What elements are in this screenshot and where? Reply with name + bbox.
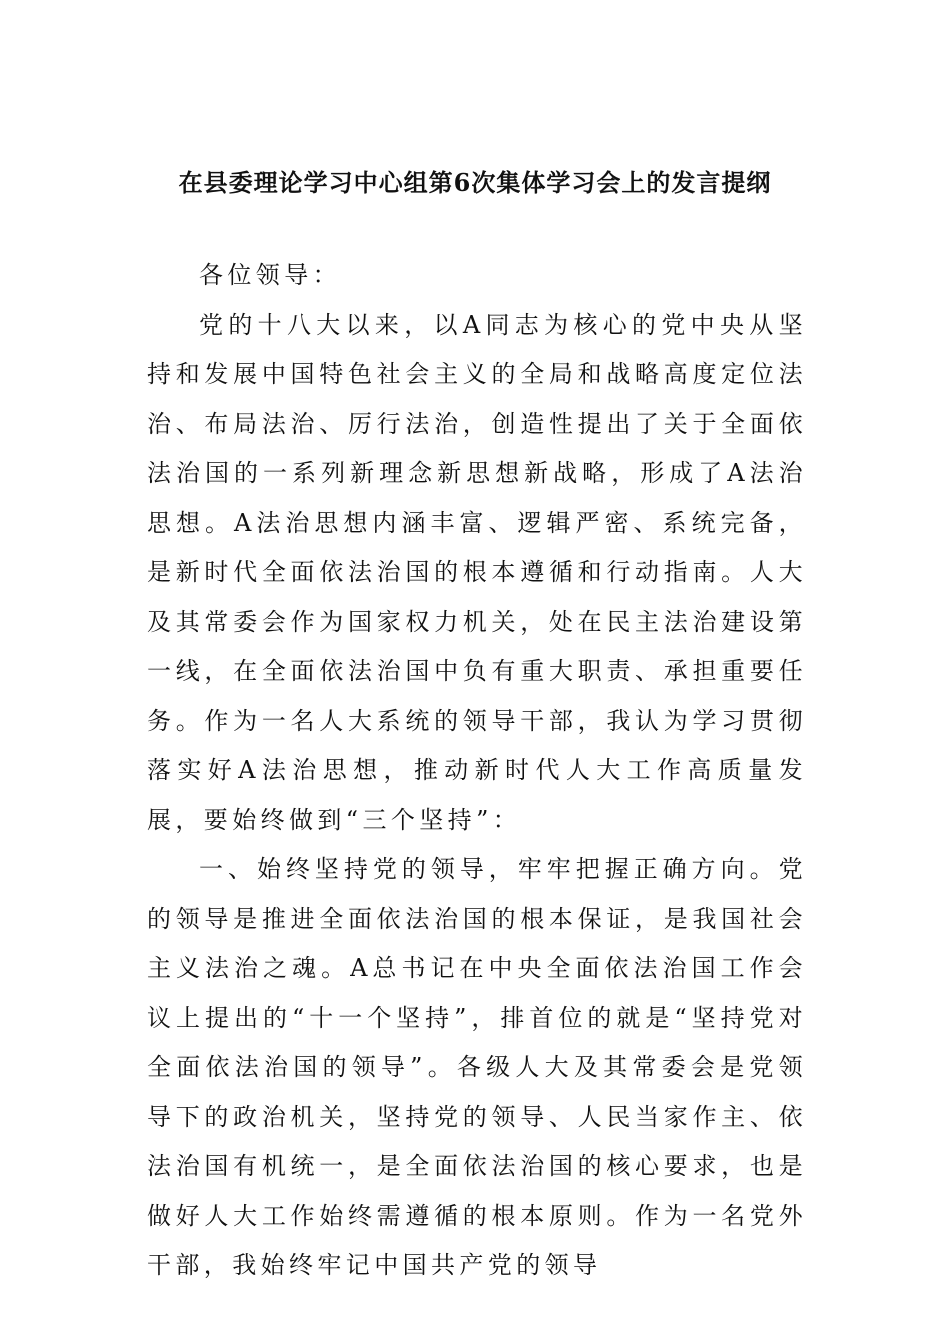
document-body xyxy=(147,251,807,1291)
salutation: 各位领导： xyxy=(199,261,341,289)
paragraph-section-one: 一、始终坚持党的领导，牢牢把握正确方向。党的领导是推进全面依法治国的根本保证，是我国社会主义法治之魂。A总书记在中央全面依法治国工作会议上提出的“十一个坚持”，排首位的就是“坚持党对全面依法治国的领导”。各级人大及其常委会是党领导下的政治机关，坚持党的领导、人民当家作主、依法治国有机统一，是全面依法治国的核心要求，也是做好人大工作始终需遵循的根本原则。作为一名党外干部，我始终牢记中国共产党的领导 xyxy=(147,855,807,1279)
paragraph-intro: 党的十八大以来，以A同志为核心的党中央从坚持和发展中国特色社会主义的全局和战略高度定位法治、布局法治、厉行法治，创造性提出了关于全面依法治国的一系列新理念新思想新战略，形成了A法治思想。A法治思想内涵丰富、逻辑严密、系统完备，是新时代全面依法治国的根本遵循和行动指南。人大及其常委会作为国家权力机关，处在民主法治建设第一线，在全面依法治国中负有重大职责、承担重要任务。作为一名人大系统的领导干部，我认为学习贯彻落实好A法治思想，推动新时代人大工作高质量发展，要始终做到“三个坚持”： xyxy=(147,310,807,834)
document-title: 在县委理论学习中心组第6次集体学习会上的发言提纲 xyxy=(178,168,772,197)
